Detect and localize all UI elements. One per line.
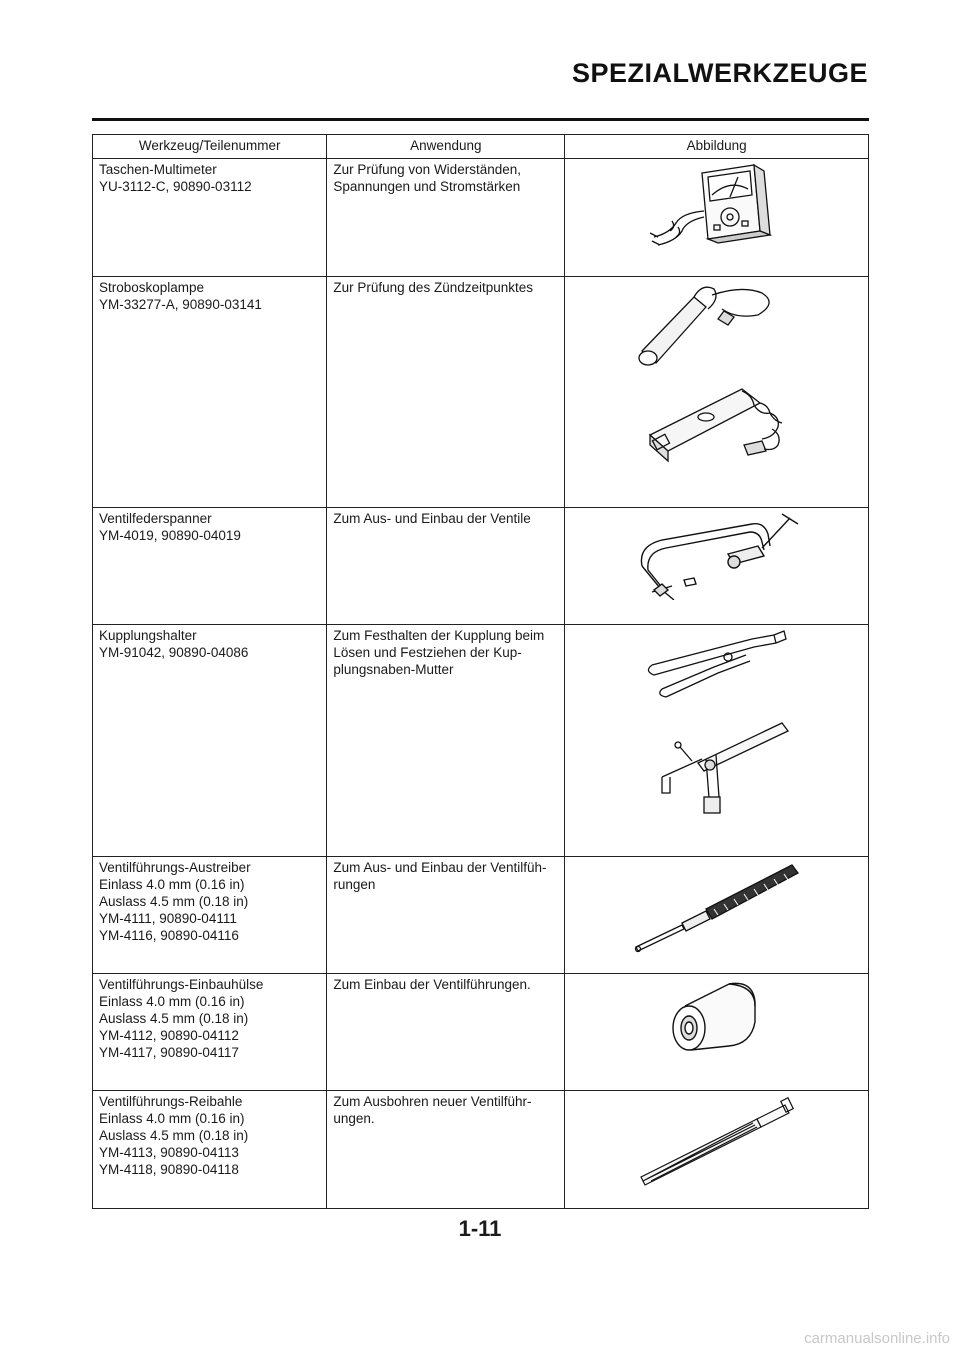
tool-spec: Auslass 4.5 mm (0.18 in) [99, 1011, 249, 1026]
tool-part-number: YM-4019, 90890-04019 [99, 528, 241, 543]
header-use: Anwendung [327, 135, 565, 159]
tool-name: Taschen-Multimeter [99, 162, 217, 177]
special-tools-table [92, 134, 869, 1209]
tool-part-number: YM-4116, 90890-04116 [99, 928, 239, 943]
header-figure: Abbildung [565, 135, 869, 159]
tool-part-number: YM-4112, 90890-04112 [99, 1028, 239, 1043]
tool-spec: Auslass 4.5 mm (0.18 in) [99, 1128, 249, 1143]
tool-cell [93, 974, 327, 1091]
tool-name: Ventilführungs-Einbauhülse [99, 977, 264, 992]
use-cell [327, 508, 565, 625]
tool-spec: Auslass 4.5 mm (0.18 in) [99, 894, 249, 909]
tool-cell [93, 625, 327, 857]
tool-cell [93, 1091, 327, 1209]
tool-cell [93, 159, 327, 277]
table-row [93, 625, 869, 857]
use-cell [327, 974, 565, 1091]
tool-name: Ventilführungs-Austreiber [99, 860, 251, 875]
figure-cell [565, 974, 869, 1091]
tool-name: Ventilfederspanner [99, 511, 212, 526]
tool-cell [93, 277, 327, 508]
use-line: Zur Prüfung des Zündzeitpunktes [333, 280, 534, 295]
tool-part-number: YM-4118, 90890-04118 [99, 1162, 239, 1177]
figure-cell [565, 1091, 869, 1209]
use-line: Lösen und Festziehen der Kup- [333, 645, 522, 660]
multimeter-icon [642, 161, 792, 257]
use-line: ungen. [333, 1111, 375, 1126]
use-line: Zum Festhalten der Kupplung beim [333, 628, 545, 643]
use-line: Spannungen und Stromstärken [333, 179, 521, 194]
tool-part-number: YM-4117, 90890-04117 [99, 1045, 239, 1060]
table-row [93, 1091, 869, 1209]
tool-part-number: YM-33277-A, 90890-03141 [99, 297, 262, 312]
use-line: Zum Aus- und Einbau der Ventilfüh- [333, 860, 547, 875]
figure-cell [565, 857, 869, 974]
tool-cell [93, 857, 327, 974]
valve-guide-installer-icon [667, 976, 767, 1056]
use-line: rungen [333, 877, 376, 892]
tool-name: Ventilführungs-Reibahle [99, 1094, 243, 1109]
figure-cell [565, 277, 869, 508]
header-tool: Werkzeug/Teilenummer [93, 135, 327, 159]
timing-light-icon [632, 279, 802, 479]
title-rule [92, 118, 869, 121]
table-header-row [93, 135, 869, 159]
table-row [93, 508, 869, 625]
valve-spring-compressor-icon [632, 510, 802, 600]
tool-name: Kupplungshalter [99, 628, 197, 643]
watermark: carmanualsonline.info [804, 1330, 950, 1347]
use-line: Zur Prüfung von Widerständen, [333, 162, 521, 177]
tool-part-number: YM-91042, 90890-04086 [99, 645, 249, 660]
figure-cell [565, 508, 869, 625]
table-row [93, 277, 869, 508]
use-cell [327, 1091, 565, 1209]
use-cell [327, 857, 565, 974]
figure-cell [565, 625, 869, 857]
tool-part-number: YM-4111, 90890-04111 [99, 911, 237, 926]
tool-part-number: YU-3112-C, 90890-03112 [99, 179, 252, 194]
tool-spec: Einlass 4.0 mm (0.16 in) [99, 994, 245, 1009]
use-cell [327, 277, 565, 508]
use-line: Zum Aus- und Einbau der Ventile [333, 511, 531, 526]
valve-guide-reamer-icon [637, 1093, 797, 1189]
clutch-holder-icon [642, 627, 792, 827]
use-cell [327, 625, 565, 857]
tool-name: Stroboskoplampe [99, 280, 205, 295]
page-number: 1-11 [458, 1216, 502, 1241]
use-line: plungsnaben-Mutter [333, 662, 454, 677]
table-row [93, 857, 869, 974]
page-title: SPEZIALWERKZEUGE [571, 58, 868, 88]
use-line: Zum Ausbohren neuer Ventilführ- [333, 1094, 532, 1109]
use-cell [327, 159, 565, 277]
table-row [93, 974, 869, 1091]
tool-part-number: YM-4113, 90890-04113 [99, 1145, 239, 1160]
figure-cell [565, 159, 869, 277]
tool-spec: Einlass 4.0 mm (0.16 in) [99, 877, 245, 892]
use-line: Zum Einbau der Ventilführungen. [333, 977, 531, 992]
tool-spec: Einlass 4.0 mm (0.16 in) [99, 1111, 245, 1126]
tool-cell [93, 508, 327, 625]
valve-guide-remover-icon [632, 859, 802, 955]
table-row [93, 159, 869, 277]
